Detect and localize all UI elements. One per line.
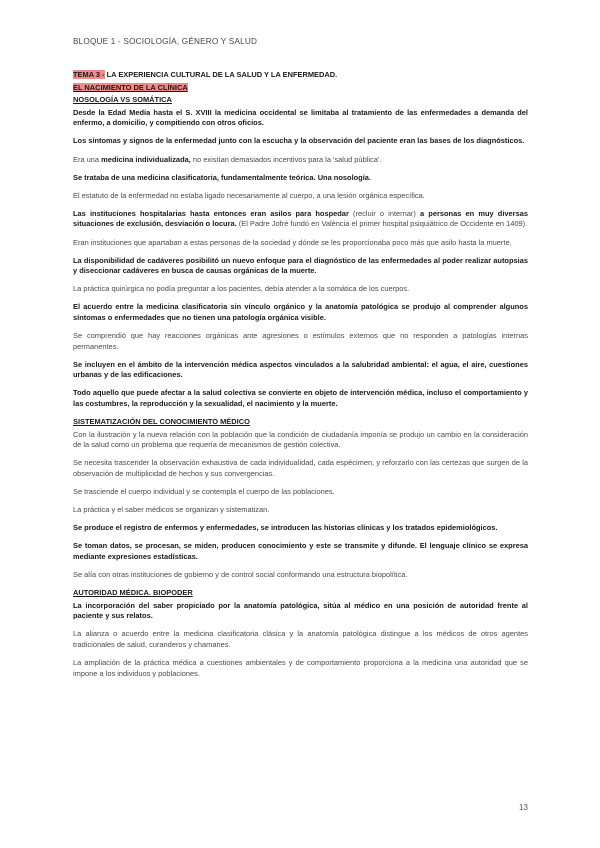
paragraph: Eran instituciones que apartaban a estas personas de la sociedad y dónde se les proporcionaba poco más que asilo hasta la muerte. [73, 237, 512, 247]
section-heading-text: EL NACIMIENTO DE LA CLÍNICA [73, 82, 188, 92]
paragraph: Desde la Edad Media hasta el S. XVIII la medicina occidental se limitaba al tratamiento de las enfermedades a demanda del enfermo, a domicilio, y compitiendo con otros oficios. [73, 107, 528, 128]
section-heading [73, 83, 528, 94]
page-content [73, 70, 528, 687]
paragraph: Todo aquello que puede afectar a la salud colectiva se convierte en objeto de intervención médica, incluso el comportamiento y las costumbres, la reproducción y la sexualidad, el nacimiento y la muerte. [73, 388, 528, 409]
chapter-title [73, 70, 528, 81]
running-header: BLOQUE 1 - SOCIOLOGÍA, GÉNERO Y SALUD [73, 37, 258, 46]
page-number: 13 [519, 803, 528, 812]
paragraph: La ampliación de la práctica médica a cuestiones ambientales y de comportamiento proporciona a la medicina una autoridad que se impone a los individuos y poblaciones. [73, 658, 528, 678]
chapter-title-text: LA EXPERIENCIA CULTURAL DE LA SALUD Y LA ENFERMEDAD. [104, 70, 338, 79]
paragraph: Con la ilustración y la nueva relación con la población que la condición de ciudadanía imponía se produjo un cambio en la consideración de la salud como un problema que requería de mecanismos de gestión colectiva. [73, 429, 528, 450]
paragraph: Las instituciones hospitalarias hasta entonces eran asilos para hospedar (recluir o internar) a personas en muy diversas situaciones de exclusión, desviación o locura. (El Padre Jofré fundó en València el primer hospital psiquiátrico de Occidente en 1409). [73, 208, 528, 229]
paragraph: Los síntomas y signos de la enfermedad junto con la escucha y la observación del paciente eran las bases de los diagnósticos. [73, 136, 525, 146]
subsection-heading-autoridad: AUTORIDAD MÉDICA. BIOPODER [73, 588, 193, 598]
chapter-number: TEMA 3 - [73, 70, 105, 79]
paragraph: El acuerdo entre la medicina clasificatoria sin vínculo orgánico y la anatomía patológica se produjo al comprender algunos síntomas o enfermedades que no tienen una patología orgánica visible. [73, 302, 528, 322]
paragraph: Se produce el registro de enfermos y enfermedades, se introducen las historias clínicas y los tratados epidemiológicos. [73, 523, 498, 533]
paragraph: La alianza o acuerdo entre la medicina clasificatoria clásica y la anatomía patológica distingue a los médicos de otros agentes tradicionales de salud, curanderos y chamanes. [73, 629, 528, 650]
paragraph: La práctica quirúrgica no podía preguntar a los pacientes, debía atender a la somática de los cuerpos. [73, 284, 410, 294]
paragraph: Era una medicina individualizada, no existían demasiados incentivos para la 'salud pública'. [73, 154, 382, 164]
paragraph: La práctica y el saber médicos se organizan y sistematizan. [73, 505, 270, 515]
paragraph: La disponibilidad de cadáveres posibilitó un nuevo enfoque para el diagnóstico de las enfermedades al poder realizar autopsias y diseccionar cadáveres en busca de causas orgánicas de la muerte. [73, 255, 528, 276]
paragraph: Se alía con otras instituciones de gobierno y de control social conformando una estructura biopolítica. [73, 570, 408, 580]
paragraph: El estatuto de la enfermedad no estaba ligado necesariamente al cuerpo, a una lesión orgánica específica. [73, 190, 425, 200]
paragraph: Se trataba de una medicina clasificatoria, fundamentalmente teórica. Una nosología. [73, 172, 371, 182]
subsection-heading-sistematizacion: SISTEMATIZACIÓN DEL CONOCIMIENTO MÉDICO [73, 417, 250, 427]
paragraph: Se necesita trascender la observación exhaustiva de cada individualidad, cada espécimen, y reforzarlo con las certezas que surgen de la observación de multiplicidad de hechos y sus convergencias. [73, 458, 528, 479]
subsection-heading-nosologia: NOSOLOGÍA VS SOMÁTICA [73, 95, 172, 105]
paragraph: Se comprendió que hay reacciones orgánicas ante agresiones o estímulos externos que no responden a patologías internas permanentes. [73, 331, 528, 351]
paragraph: Se incluyen en el ámbito de la intervención médica aspectos vinculados a la salubridad ambiental: el agua, el aire, cuestiones urbanas y de las edificaciones. [73, 359, 528, 380]
paragraph: Se toman datos, se procesan, se miden, producen conocimiento y este se transmite y difunde. El lenguaje clínico se expresa mediante expresiones estadísticas. [73, 541, 528, 561]
paragraph: Se trasciende el cuerpo individual y se contempla el cuerpo de las poblaciones. [73, 487, 335, 497]
paragraph: La incorporación del saber propiciado por la anatomía patológica, sitúa al médico en una posición de autoridad frente al paciente y sus relatos. [73, 600, 528, 621]
